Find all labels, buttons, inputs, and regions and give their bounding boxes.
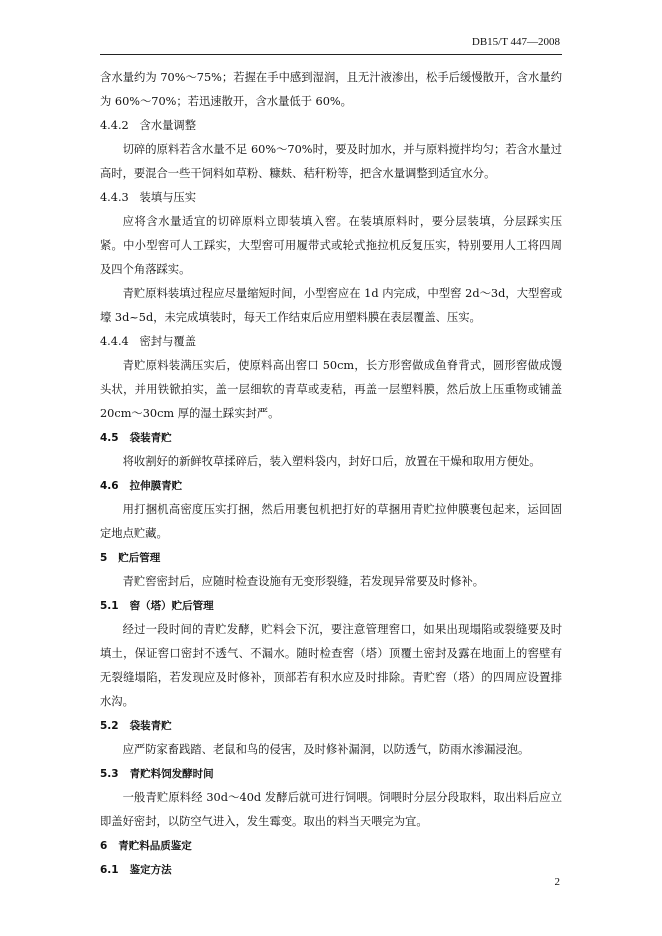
paragraph-moisture-continuation: 含水量约为 70%～75%；若握在手中感到湿润，且无汁液渗出，松手后缓慢散开，含水量约为 60%～70%；若迅速散开，含水量低于 60%。 [100,71,562,108]
section-number: 5.1 [100,600,119,612]
header-rule [100,54,562,55]
heading-5-2 [100,714,562,738]
paragraph-5-3: 一般青贮原料经 30d～40d 发酵后就可进行饲喂。饲喂时分层分段取料，取出料后应立即盖好密封，以防空气进入，发生霉变。取出的料当天喂完为宜。 [100,791,562,828]
heading-6-1 [100,858,562,882]
standard-code: DB15/T 447—2008 [471,36,560,48]
section-title: 袋装青贮 [129,720,172,732]
section-title: 鉴定方法 [129,864,172,876]
section-title: 贮后管理 [118,552,161,564]
paragraph-4-4-3-b: 青贮原料装填过程应尽量缩短时间，小型窖应在 1d 内完成，中型窖 2d～3d，大型窖或壕 3d~5d，未完成填装时，每天工作结束后应用塑料膜在表层覆盖、压实。 [100,287,562,324]
section-number: 5 [100,552,108,564]
section-title: 窖（塔）贮后管理 [129,600,214,612]
document-body [100,66,562,882]
heading-4-6 [100,474,562,498]
section-number: 6 [100,840,108,852]
heading-4-5 [100,426,562,450]
heading-5 [100,546,562,570]
section-title: 装填与压实 [139,191,197,204]
paragraph-4-4-4: 青贮原料装满压实后，使原料高出窖口 50cm，长方形窖做成鱼脊背式，圆形窖做成馒头状，并用铁锨拍实，盖一层细软的青草或麦秸，再盖一层塑料膜，然后放上压重物或铺盖 20cm～30cm 厚的湿土踩实封严。 [100,359,562,420]
section-number: 4.4.2 [100,119,129,132]
section-number: 5.3 [100,768,119,780]
heading-4-4-2 [100,114,562,138]
paragraph-4-6: 用打捆机高密度压实打捆，然后用裹包机把打好的草捆用青贮拉伸膜裹包起来，运回固定地点贮藏。 [100,503,562,540]
heading-4-4-3 [100,186,562,210]
heading-6 [100,834,562,858]
section-number: 4.6 [100,480,119,492]
page-number: 2 [554,876,560,888]
section-number: 6.1 [100,864,119,876]
section-title: 拉伸膜青贮 [129,480,183,492]
section-number: 5.2 [100,720,119,732]
section-number: 4.4.3 [100,191,129,204]
paragraph-4-5: 将收割好的新鲜牧草揉碎后，装入塑料袋内，封好口后，放置在干燥和取用方便处。 [122,455,541,468]
section-title: 青贮料品质鉴定 [118,840,192,852]
paragraph-5-1: 经过一段时间的青贮发酵，贮料会下沉，要注意管理窖口，如果出现塌陷或裂缝要及时填土，保证窖口密封不透气、不漏水。随时检查窖（塔）顶覆土密封及露在地面上的窖壁有无裂缝塌陷，若发现应及时修补，顶部若有积水应及时排除。青贮窖（塔）的四周应设置排水沟。 [100,623,562,708]
paragraph-4-4-2: 切碎的原料若含水量不足 60%～70%时，要及时加水，并与原料搅拌均匀；若含水量过高时，要混合一些干饲料如草粉、糠麸、秸秆粉等，把含水量调整到适宜水分。 [100,143,562,180]
section-title: 含水量调整 [139,119,197,132]
paragraph-5-2: 应严防家畜践踏、老鼠和鸟的侵害，及时修补漏洞，以防透气，防雨水渗漏浸泡。 [122,743,530,756]
heading-4-4-4 [100,330,562,354]
section-title: 青贮料饲发酵时间 [129,768,214,780]
heading-5-1 [100,594,562,618]
section-title: 袋装青贮 [129,432,172,444]
paragraph-5: 青贮窖密封后，应随时检查设施有无变形裂缝，若发现异常要及时修补。 [122,575,485,588]
section-title: 密封与覆盖 [139,335,197,348]
section-number: 4.4.4 [100,335,129,348]
section-number: 4.5 [100,432,119,444]
paragraph-4-4-3-a: 应将含水量适宜的切碎原料立即装填入窖。在装填原料时，要分层装填，分层踩实压紧。中小型窖可人工踩实，大型窖可用履带式或轮式拖拉机反复压实，特别要用人工将四周及四个角落踩实。 [100,215,562,276]
heading-5-3 [100,762,562,786]
